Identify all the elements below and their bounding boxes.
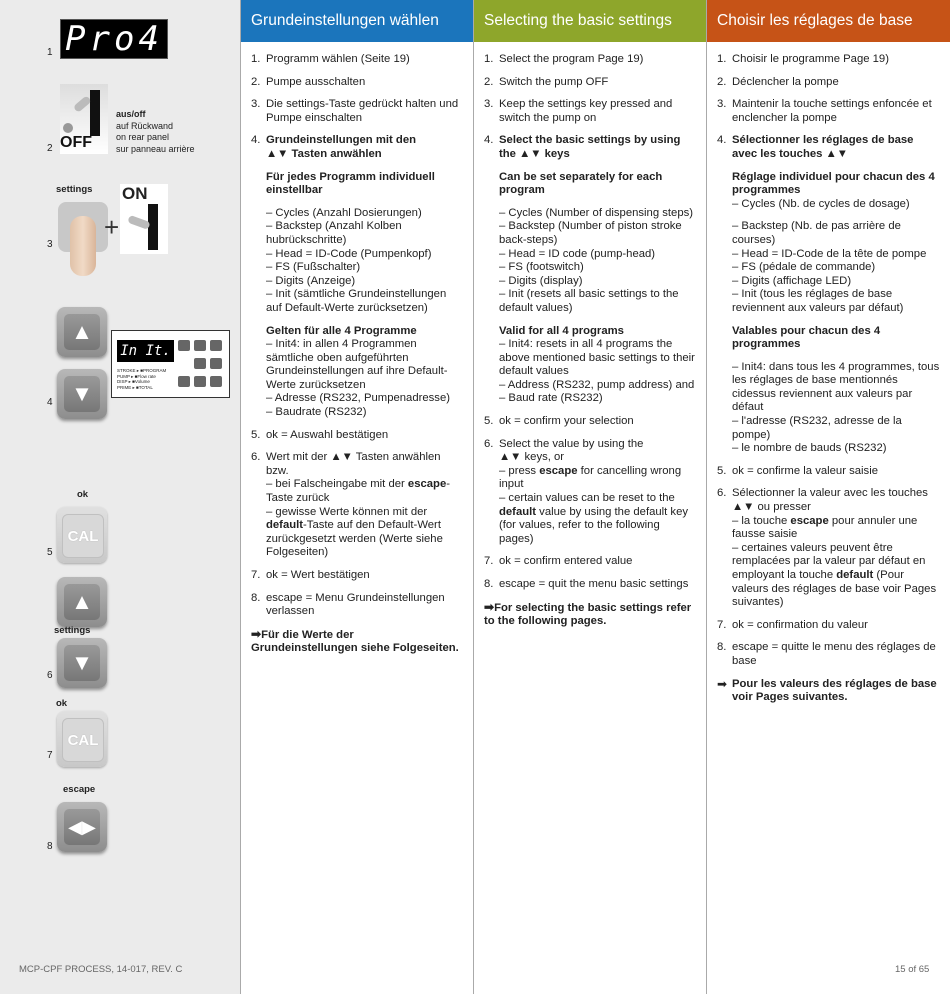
list-item: – Head = ID code (pump-head) [499,247,656,260]
step-text: Select the basic settings by using the [499,134,681,160]
step-text: – la touche [732,514,788,527]
step-text: Grundeinstellungen mit den [266,134,417,147]
list-item: – Backstep (Number of piston stroke back-steps) [499,220,682,246]
up-down-arrows-icon: ▲▼ [499,451,522,464]
step-text: ok = confirm your selection [499,415,634,428]
list-item: – Cycles (Nb. de cycles de dosage) [732,197,910,210]
panel-key [194,376,206,387]
settings-label: settings [54,625,91,636]
column-french [707,0,950,994]
up-key[interactable] [57,577,107,627]
step: 6. Wert mit der ▲▼ Tasten anwählen bzw. – bei Falscheingabe mit der escape-Taste zurück – gewisse Werte können mit der default-Taste auf den Default-Wert zurückgesetzt werden (Werte siehe Folgeseiten) [251,451,451,559]
instruction-sidebar [0,0,241,994]
down-arrow-icon: ▼ [64,376,100,412]
list-item: – FS (Fußschalter) [266,261,361,274]
step-text: – gewisse Werte können mit der [266,505,428,518]
panel-key [210,358,222,369]
panel-legend-line: STROKE ▸ ■PROGRAM [117,368,167,373]
step-text: ok = confirmation du valeur [732,618,868,631]
step-text: escape = quit the menu basic settings [499,578,689,590]
step-text: pour annuler une fausse saisie [732,514,918,541]
pointing-hand-icon: ➡ [484,599,495,614]
note-row [717,678,940,705]
cal-ok-key[interactable] [57,711,107,767]
down-arrow-icon: ▼ [64,645,100,681]
step: 5. ok = Auswahl bestätigen [251,429,463,443]
list-item: – Cycles (Number of dispensing steps) [499,206,694,219]
list-item: – Init (sämtliche Grundeinstellungen auf Default-Werte zurücksetzen) [266,288,447,314]
column-body [707,42,950,705]
step-text: – bei Falscheingabe mit der [266,478,405,491]
document-id: MCP-CPF PROCESS, 14-017, REV. C [19,964,183,975]
power-note-line: on rear panel [116,132,170,142]
step-text: Programm wählen (Seite 19) [266,53,410,65]
step-text: ou presser [757,501,811,514]
step-text: – certain values can be reset to the [499,492,675,505]
step-text: Tasten anwählen [291,147,382,160]
down-key[interactable] [57,369,107,419]
list-item: – Init (resets all basic settings to the default values) [499,288,679,314]
step-number: 2 [47,143,53,154]
step-text: Tasten anwählen bzw. [266,451,441,477]
pointing-hand-icon: ➡ [717,676,728,691]
up-down-arrows-icon: ▲▼ [266,147,289,160]
step-text: (Pour valeurs des réglages de base voir Pages suivantes) [732,569,937,609]
cal-key-label: CAL [62,718,104,762]
power-note-line: sur panneau arrière [116,143,195,154]
step: 1. Choisir le programme Page 19) [717,53,940,67]
list-item: – Address (RS232, pump address) and [499,378,695,391]
settings-label: settings [56,184,93,195]
subheading: Gelten für alle 4 Programme [266,324,417,337]
list-item: – le nombre de bauds (RS232) [732,442,887,455]
power-note-line: aus/off [116,109,146,119]
note: For selecting the basic settings refer to the following pages. [484,601,692,628]
step: 4. Grundeinstellungen mit den ▲▼ Tasten anwählen [251,134,417,160]
step-text: ok = confirme la valeur saisie [732,464,878,477]
step-text: -Taste auf den Default-Wert zurückgesetzt werden (Werte siehe Folgeseiten) [266,519,443,559]
step-number: 8 [47,841,53,852]
step-text: – certaines valeurs peuvent être remplacées par la valeur par défaut en employant la touche [732,541,926,581]
step-text: Choisir le programme Page 19) [732,53,889,65]
default-keyword: default [499,505,537,518]
step: 1. Select the program Page 19) [484,53,696,67]
list-item: – Digits (affichage LED) [732,274,852,287]
left-right-arrow-icon: ◀▶ [64,809,100,845]
settings-key-press-icon [58,202,110,278]
escape-keyword: escape [407,478,447,491]
page-number: 15 of 65 [895,964,930,975]
default-keyword: default [836,569,874,581]
step-number: 4 [47,397,53,408]
step: 8. escape = quit the menu basic settings [484,578,696,592]
step-number: 5 [47,547,53,558]
step-number: 1 [47,47,53,58]
column-title: Selecting the basic settings [474,0,706,42]
step: 3. Maintenir la touche settings enfoncée et enclencher la pompe [717,98,940,125]
ok-label: ok [77,489,89,500]
step: 7. ok = Wert bestätigen [251,569,463,583]
step-text: ok = confirm entered value [499,555,633,568]
list-item: – Backstep (Anzahl Kolben hubrückschritte) [266,220,402,246]
list-item: – Backstep (Nb. de pas arrière de courses) [732,220,901,246]
escape-key[interactable] [57,802,107,852]
step: 7. ok = confirmation du valeur [717,619,940,633]
list-item: – Init4: dans tous les 4 programmes, tous les réglages de base mentionnés cidessus reviennent aux valeurs par défaut [732,360,940,414]
down-key[interactable] [57,638,107,688]
step: 3. Die settings-Taste gedrückt halten und Pumpe einschalten [251,98,463,125]
list-item: – FS (pédale de commande) [732,261,876,274]
step: 4. Sélectionner les réglages de base avec les touches ▲▼ [717,134,914,160]
step-text: Pumpe ausschalten [266,75,366,88]
step-text: – press [499,464,537,477]
panel-key [178,376,190,387]
step: 3. Keep the settings key pressed and switch the pump on [484,98,696,125]
column-title: Grundeinstellungen wählen [241,0,473,42]
step-text: Déclencher la pompe [732,75,839,88]
column-title: Choisir les réglages de base [707,0,950,42]
step: 2. Déclencher la pompe [717,76,940,90]
up-key[interactable] [57,307,107,357]
panel-key [194,358,206,369]
step: 5. ok = confirme la valeur saisie [717,465,940,479]
list-item: – Digits (Anzeige) [266,274,356,287]
power-on-switch-icon [120,184,168,254]
panel-legend-line: PRIME ▸ ■TOTAL [117,384,153,390]
up-down-arrows-icon: ▲▼ [825,147,848,160]
step: 7. ok = confirm entered value [484,555,696,569]
escape-keyword: escape [539,464,578,477]
step-text: -Taste zurück [266,478,451,505]
panel-key [194,340,206,351]
step-number: 3 [47,239,53,250]
step: 2. Pumpe ausschalten [251,76,463,90]
panel-key [210,376,222,387]
step-text: Keep the settings key pressed and switch the pump on [499,98,673,124]
step-number: 7 [47,750,53,761]
column-german [241,0,474,994]
step-text: ok = Wert bestätigen [266,569,370,581]
panel-key [178,340,190,351]
list-item: – Cycles (Anzahl Dosierungen) [266,206,422,219]
power-off-label: OFF [60,134,92,151]
column-english [474,0,707,994]
list-item: – Init4: in allen 4 Programmen sämtliche oben aufgeführten Grundeinstellungen auf ihre Default-Werte zurücksetzen [266,338,448,391]
plus-icon: + [104,212,120,242]
step-number: 6 [47,670,53,681]
note: Pour les valeurs des réglages de base voir Pages suivantes. [732,677,937,704]
list-item: – l'adresse (RS232, adresse de la pompe) [732,415,902,441]
control-panel-image [111,330,230,398]
step-text: Maintenir la touche settings enfoncée et enclencher la pompe [732,98,932,124]
up-arrow-icon: ▲ [64,584,100,620]
list-item: – Baudrate (RS232) [266,406,367,419]
panel-legend-line: PUMP ▸ ■Flow rate [117,373,156,379]
step-text: Select the program Page 19) [499,53,644,65]
list-item: – Init (tous les réglages de base reviennent aux valeurs par défaut) [732,288,904,314]
subheading: Für jedes Programm individuell einstellbar [266,170,435,197]
settings-list [251,171,463,420]
step: 4. Select the basic settings by using the ▲▼ keys [484,134,681,160]
step-text: Sélectionner les réglages de base avec les touches [732,134,914,160]
step: 8. escape = quitte le menu des réglages de base [717,641,940,668]
step-text: for cancelling wrong input [499,464,682,491]
pointing-hand-icon: ➡ [251,626,262,641]
power-on-label: ON [122,184,148,203]
list-item: – Init4: resets in all 4 programs the above mentioned basic settings to their default values [499,338,695,378]
step: 5. ok = confirm your selection [484,415,696,429]
ok-label: ok [56,698,68,709]
default-keyword: default [266,519,304,532]
step-text: escape = Menu Grundeinstellungen verlassen [266,591,445,618]
escape-label: escape [63,784,96,795]
panel-legend-line: DISP ▸ ■Volume [117,379,150,384]
step: 6. Select the value by using the ▲▼ keys, or – press escape for cancelling wrong input – certain values can be reset to the default value by using the default key (for values, refer to the following pages) [484,437,689,545]
pump-display: Pro4 [60,19,168,59]
step-text: Select the value by using the [499,437,644,450]
panel-display: In It. [117,340,174,362]
settings-list [484,171,696,407]
up-down-arrows-icon: ▲▼ [519,147,542,160]
column-body [474,42,706,629]
subheading: Valables pour chacun des 4 programmes [732,324,881,351]
up-down-arrows-icon: ▲▼ [330,451,353,464]
step-text: escape = quitte le menu des réglages de base [732,641,936,667]
step-text: Switch the pump OFF [499,75,609,88]
power-switch-icon [60,84,108,154]
list-item: – Baud rate (RS232) [499,392,603,405]
panel-legend [117,368,166,390]
step-text: ok = Auswahl bestätigen [266,428,389,441]
list-item: – Head = ID-Code (Pumpenkopf) [266,247,432,260]
list-item: – Adresse (RS232, Pumpenadresse) [266,392,450,405]
escape-keyword: escape [790,514,829,527]
subheading: Valid for all 4 programs [499,324,624,337]
settings-list [717,171,940,456]
list-item: – FS (footswitch) [499,261,584,274]
step-text: Sélectionner la valeur avec les touches [732,487,928,500]
up-arrow-icon: ▲ [64,314,100,350]
note: Für die Werte der Grundeinstellungen siehe Folgeseiten. [251,628,459,655]
cal-key-label: CAL [62,514,104,558]
step: 8. escape = Menu Grundeinstellungen verlassen [251,592,463,619]
step-text: Wert mit der [266,451,328,464]
step: 2. Switch the pump OFF [484,76,696,90]
step-text: Die settings-Taste gedrückt halten und Pumpe einschalten [266,98,459,124]
list-item: – Digits (display) [499,274,583,287]
subheading: Can be set separately for each program [499,170,663,197]
step: 1. Programm wählen (Seite 19) [251,53,463,67]
power-note-line: auf Rückwand [116,120,174,131]
step-text: keys [544,147,570,160]
subheading: Réglage individuel pour chacun des 4 programmes [732,170,935,197]
step-text: keys, or [524,451,565,464]
cal-ok-key[interactable] [57,507,107,563]
panel-key [210,340,222,351]
up-down-arrows-icon: ▲▼ [732,501,755,514]
column-body [241,42,473,656]
step: 6. Sélectionner la valeur avec les touches ▲▼ ou presser – la touche escape pour annuler une fausse saisie – certaines valeurs peuvent être remplacées par la valeur par défaut en employant la touche default (Pour valeurs des réglages de base voir Pages suivantes) [717,487,937,609]
step-text: value by using the default key (for values, refer to the following pages) [499,505,689,545]
list-item: – Head = ID-Code de la tête de pompe [732,247,927,260]
power-switch-note [116,109,195,155]
